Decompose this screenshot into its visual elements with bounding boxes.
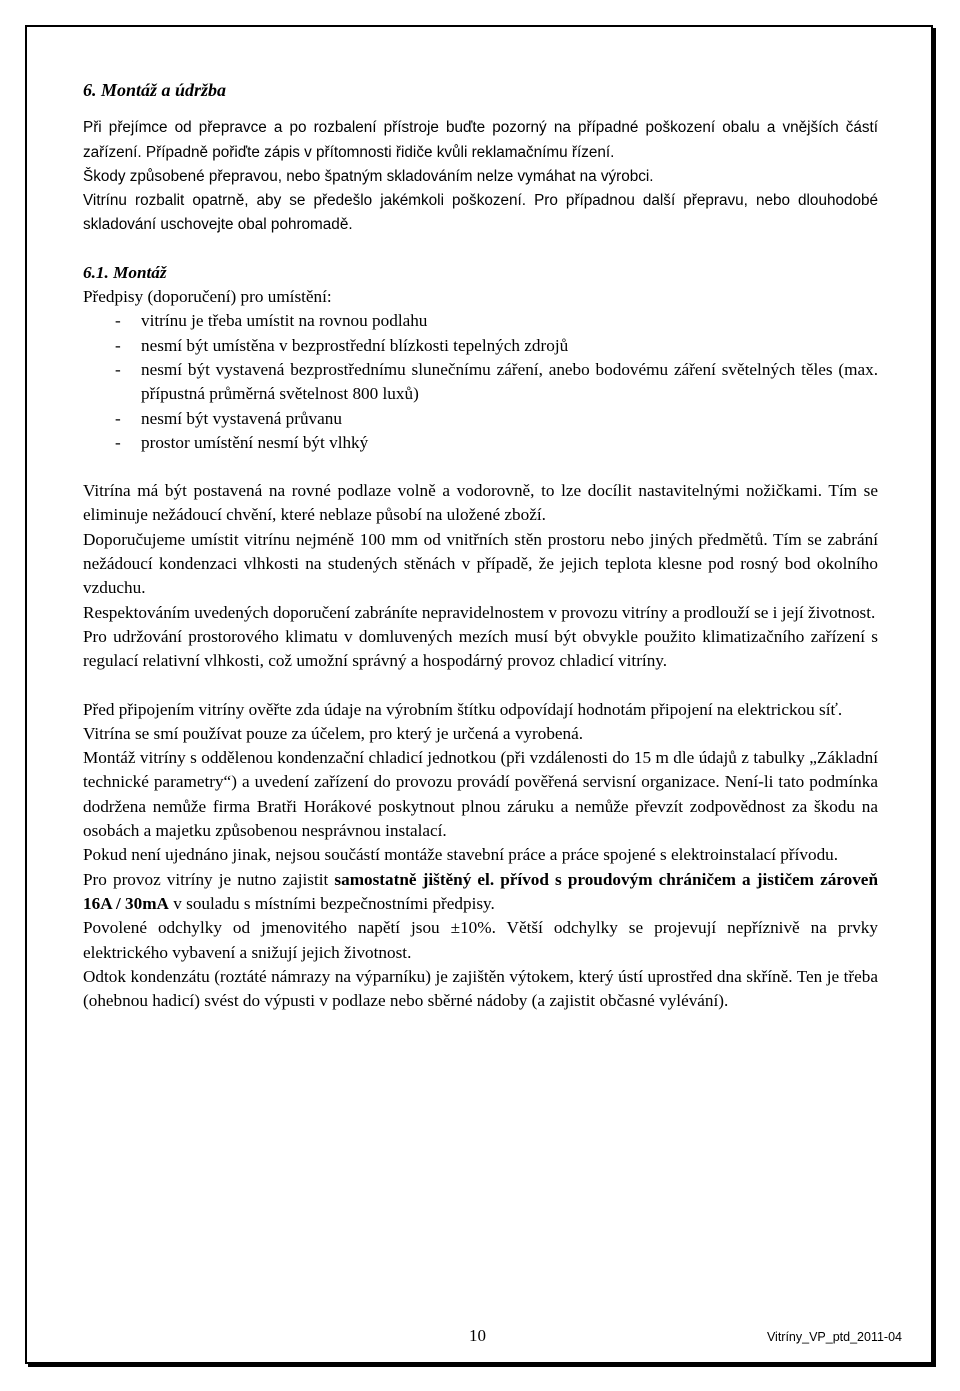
intro-paragraph-3: Vitrínu rozbalit opatrně, aby se předešlo jakémkoli poškození. Pro případnou další přepravu, nebo dlouhodobé skladování uschovejte obal pohromadě.: [83, 192, 878, 234]
power-suffix: v souladu s místními bezpečnostními předpisy.: [168, 893, 495, 913]
paragraph: Vitrína se smí používat pouze za účelem, pro který je určená a vyrobená.: [83, 723, 584, 743]
document-body: [83, 78, 878, 1013]
requirements-list: [83, 309, 878, 455]
list-item: - prostor umístění nesmí být vlhký: [83, 431, 878, 455]
paragraph: Respektováním uvedených doporučení zabráníte nepravidelnostem v provozu vitríny a prodlouží se i její životnost.: [83, 602, 876, 622]
paragraph: Pro udržování prostorového klimatu v domluvených mezích musí být obvykle použito klimatizačního zařízení s regulací relativní vlhkosti, což umožní správný a hospodárný provoz chladicí vitríny.: [83, 626, 878, 671]
power-bold-spec: samostatně jištěný el. přívod s proudovým chráničem a jističem zároveň 16A / 30mA: [83, 869, 878, 913]
paragraph: Montáž vitríny s oddělenou kondenzační chladicí jednotkou (při vzdálenosti do 15 m dle údajů z tabulky „Základní technické parametry“) a uvedení zařízení do provozu provádí pověřená servisní organizace. Není-li tato podmínka dodržena nemůže firma Bratři Horákové poskytnout plnou záruku a nemůže převzít zodpovědnost za škodu na osobách a majetku způsobenou nesprávnou instalací.: [83, 748, 878, 841]
list-item: - vitrínu je třeba umístit na rovnou podlahu: [83, 309, 878, 333]
power-prefix: Pro provoz vitríny je nutno zajistit: [83, 869, 335, 889]
paragraph: Pokud není ujednáno jinak, nejsou součástí montáže stavební práce a práce spojené s elektroinstalací přívodu.: [83, 845, 839, 865]
requirements-heading: Předpisy (doporučení) pro umístění:: [83, 287, 332, 307]
power-requirement-paragraph: [83, 868, 878, 917]
paragraph: Odtok kondenzátu (roztáté námrazy na výparníku) je zajištěn výtokem, který ústí uprostřed dna skříně. Ten je třeba (ohebnou hadicí) svést do výpusti v podlaze nebo sběrné nádoby (a zajistit občasné vylévání).: [83, 966, 878, 1011]
list-item: - nesmí být vystavená průvanu: [83, 407, 878, 431]
list-item: - nesmí být vystavená bezprostřednímu slunečnímu záření, anebo bodovému záření světelných těles (max. přípustná průměrná světelnost 800 luxů): [83, 358, 878, 407]
paragraph: Povolené odchylky od jmenovitého napětí jsou ±10%. Větší odchylky se projevují nepříznivě na prvky elektrického vybavení a snižují jejich životnost.: [83, 918, 878, 962]
paragraph: Vitrína má být postavená na rovné podlaze volně a vodorovně, to lze docílit nastavitelnými nožičkami. Tím se eliminuje nežádoucí chvění, které neblaze působí na uložené zboží.: [83, 481, 878, 525]
page-number: 10: [469, 1326, 486, 1345]
document-id: Vitríny_VP_ptd_2011-04: [766, 1330, 902, 1344]
paragraph: Doporučujeme umístit vitrínu nejméně 100 mm od vnitřních stěn prostoru nebo jiných předmětů. Tím se zabrání nežádoucí kondenzaci vlhkosti na studených stěnách v případě, že jejich teplota klesne pod rosný bod okolního vzduchu.: [83, 529, 878, 598]
intro-block: [83, 116, 878, 237]
subsection-title: 6.1. Montáž: [83, 262, 167, 282]
intro-paragraph-1: Při přejímce od přepravce a po rozbalení přístroje buďte pozorný na případné poškození obalu a vnějších částí zařízení. Případně pořiďte zápis v přítomnosti řidiče kvůli reklamačnímu řízení.: [83, 119, 878, 161]
list-item: - nesmí být umístěna v bezprostřední blízkosti tepelných zdrojů: [83, 334, 878, 358]
intro-paragraph-2: Škody způsobené přepravou, nebo špatným skladováním nelze vymáhat na výrobci.: [83, 167, 654, 185]
section-title: 6. Montáž a údržba: [83, 80, 227, 100]
paragraph: Před připojením vitríny ověřte zda údaje na výrobním štítku odpovídají hodnotám připojení na elektrickou síť.: [83, 699, 843, 719]
